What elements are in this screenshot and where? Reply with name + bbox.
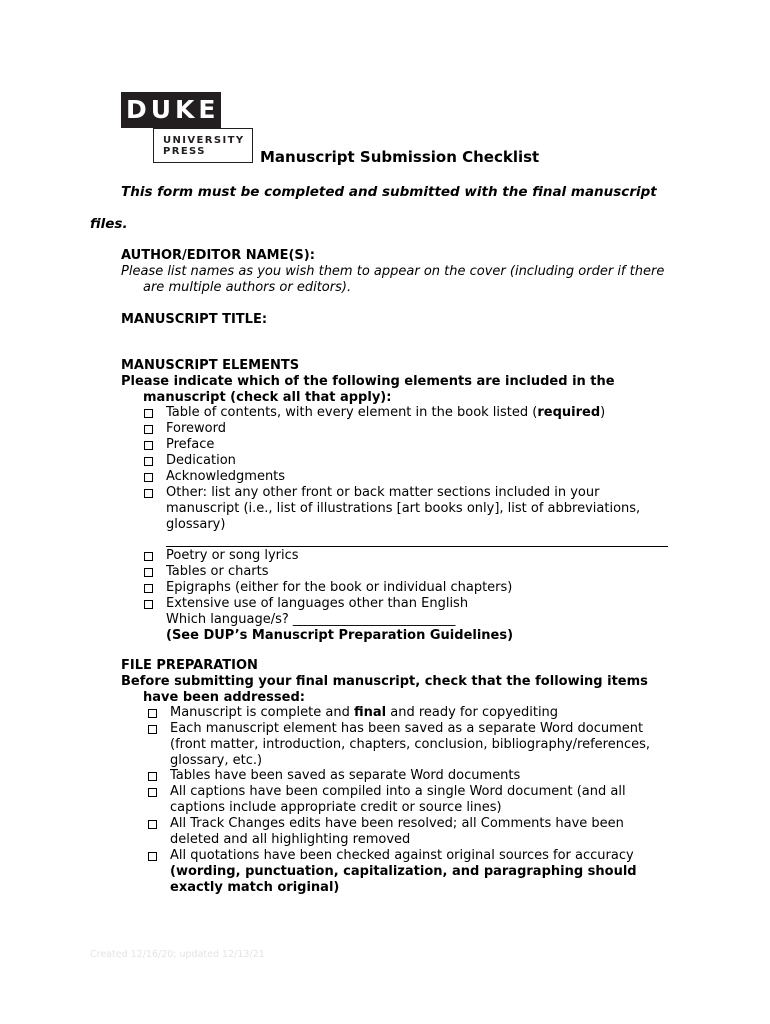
author-heading: AUTHOR/EDITOR NAME(S): xyxy=(121,248,315,263)
checkbox[interactable] xyxy=(144,489,153,498)
checkbox[interactable] xyxy=(144,552,153,561)
checkbox[interactable] xyxy=(144,568,153,577)
intro-line-1: This form must be completed and submitted with the final manuscript xyxy=(121,184,657,200)
other-write-in-line[interactable] xyxy=(166,546,668,547)
checkbox[interactable] xyxy=(144,441,153,450)
logo-duke: DUKE xyxy=(121,92,221,128)
author-note-line-2: are multiple authors or editors). xyxy=(143,280,352,295)
checkbox[interactable] xyxy=(148,820,157,829)
checkbox[interactable] xyxy=(148,788,157,797)
checkbox[interactable] xyxy=(148,852,157,861)
logo-university-press xyxy=(153,128,253,163)
file-prep-instruction-line-1: Before submitting your final manuscript, check that the following items xyxy=(121,674,648,689)
elements-instruction-line-1: Please indicate which of the following elements are included in the xyxy=(121,374,615,389)
file-prep-heading: FILE PREPARATION xyxy=(121,658,258,673)
checkbox[interactable] xyxy=(144,600,153,609)
author-note-line-1: Please list names as you wish them to appear on the cover (including order if there xyxy=(121,264,665,279)
checkbox[interactable] xyxy=(148,772,157,781)
checkbox[interactable] xyxy=(148,709,157,718)
manuscript-title-heading: MANUSCRIPT TITLE: xyxy=(121,312,268,327)
file-prep-instruction-line-2: have been addressed: xyxy=(143,690,305,705)
elements-heading: MANUSCRIPT ELEMENTS xyxy=(121,358,300,373)
page-title: Manuscript Submission Checklist xyxy=(260,148,540,166)
logo-line-press: PRESS xyxy=(163,146,206,157)
checkbox[interactable] xyxy=(144,409,153,418)
checkbox[interactable] xyxy=(144,425,153,434)
checkbox[interactable] xyxy=(148,725,157,734)
checkbox[interactable] xyxy=(144,584,153,593)
logo-line-university: UNIVERSITY xyxy=(163,135,245,146)
elements-instruction-line-2: manuscript (check all that apply): xyxy=(143,390,392,405)
footer-dates: Created 12/16/20; updated 12/13/21 xyxy=(90,949,265,960)
checkbox[interactable] xyxy=(144,473,153,482)
intro-line-2: files. xyxy=(90,216,128,232)
checkbox[interactable] xyxy=(144,457,153,466)
